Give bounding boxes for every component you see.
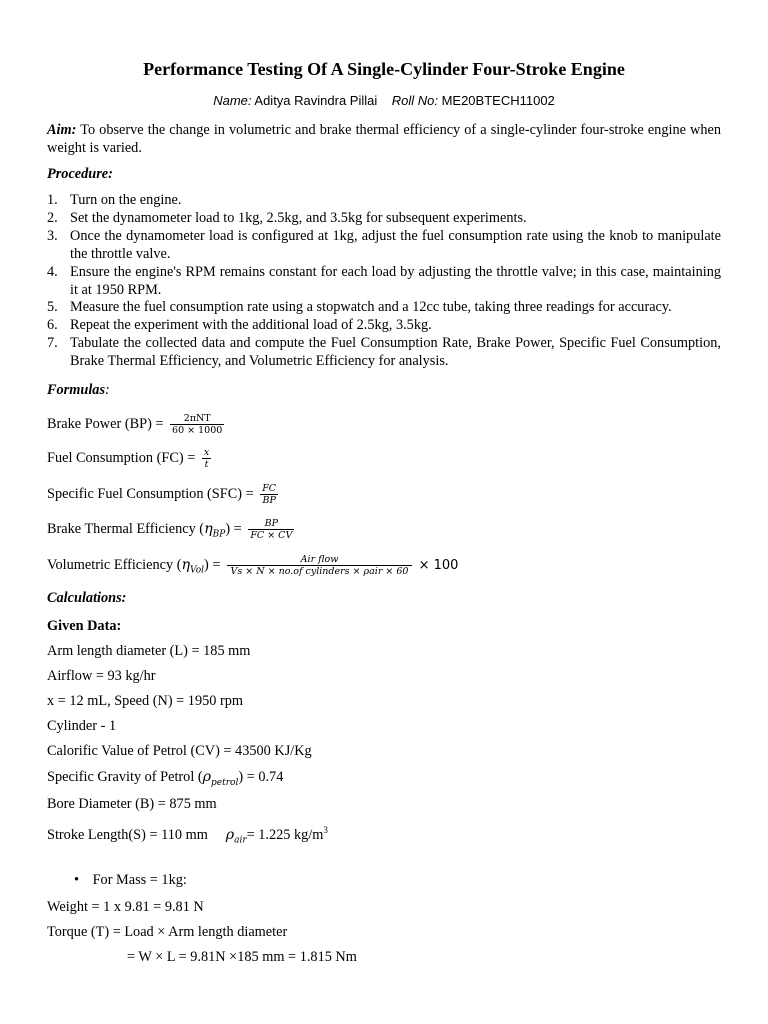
aim-text: To observe the change in volumetric and brake thermal efficiency of a single-cylinder four-stroke engine when weight is varied. xyxy=(47,122,721,156)
aim-label: Aim: xyxy=(47,122,77,138)
formulas-heading: Formulas: xyxy=(47,382,110,398)
procedure-step: 4. Ensure the engine's RPM remains constant for each load by adjusting the throttle valve; in this case, maintaining it at 1950 RPM. xyxy=(47,263,721,298)
author-name: Aditya Ravindra Pillai xyxy=(254,93,378,108)
given-stroke-length: Stroke Length(S) = 110 mm $\rho_{air}= 1.225$ $kg/m^3$ xyxy=(47,825,328,846)
mass-bullet: • For Mass = 1kg: xyxy=(74,872,187,888)
formula-brake-power: Brake Power (BP) = $\frac{\text{2πNT}}{60 \times 1000}$ xyxy=(47,413,223,436)
procedure-heading: Procedure: xyxy=(47,166,113,182)
torque-formula: Torque (T) = Load × Arm length diameter xyxy=(47,924,288,940)
given-cylinder: Cylinder - 1 xyxy=(47,718,117,734)
mass-label: For Mass = 1kg: xyxy=(92,872,187,888)
sfc-fraction: $\frac{FC}{BP}$ xyxy=(262,483,277,506)
roll-label: Roll No: xyxy=(391,93,438,108)
roll-number: ME20BTECH11002 xyxy=(441,93,555,108)
procedure-step: 6. Repeat the experiment with the additional load of 2.5kg, 3.5kg. xyxy=(47,317,432,334)
formula-sfc: Specific Fuel Consumption (SFC) = $\frac{FC}{BP}$ xyxy=(47,483,277,506)
bte-fraction: $\frac{BP}{FC \times CV}$ xyxy=(250,518,293,541)
name-label: Name: xyxy=(213,93,252,108)
ve-fraction: $\frac{\text{Air flow}}{\text{Vs × N × no.of cylinders × ρair × 60}}$ xyxy=(227,554,412,577)
procedure-list xyxy=(47,192,721,371)
given-specific-gravity: Specific Gravity of Petrol $(\rho_{petrol}) = 0.74$ xyxy=(47,769,284,788)
given-volume-speed: x = 12 mL, Speed (N) = 1950 rpm xyxy=(47,693,244,709)
calculations-heading: Calculations: xyxy=(47,590,127,606)
aim-paragraph xyxy=(47,121,721,157)
document-title: Performance Testing Of A Single-Cylinder Four-Stroke Engine xyxy=(143,59,625,79)
procedure-step: 3. Once the dynamometer load is configured at 1kg, adjust the fuel consumption rate using the knob to manipulate the throttle valve. xyxy=(47,227,721,262)
fc-fraction: $\frac{x}{t}$ xyxy=(203,447,210,470)
torque-calculation: = W × L = 9.81N ×185 mm = 1.815 Nm xyxy=(127,949,357,965)
formula-brake-thermal-efficiency: Brake Thermal Efficiency $(\eta_{BP})$ = $\frac{BP}{FC \times CV}$ xyxy=(47,518,293,541)
given-bore-diameter: Bore Diameter (B) = 875 mm xyxy=(47,796,217,812)
weight-calculation: Weight = 1 x 9.81 = 9.81 N xyxy=(47,899,204,915)
procedure-step: 5. Measure the fuel consumption rate using a stopwatch and a 12cc tube, taking three readings for accuracy. xyxy=(47,299,672,316)
bp-fraction: $\frac{\text{2πNT}}{60 \times 1000}$ xyxy=(172,413,223,436)
procedure-step: 7. Tabulate the collected data and compute the Fuel Consumption Rate, Brake Power, Specific Fuel Consumption, Brake Thermal Efficiency, and Volumetric Efficiency for analysis. xyxy=(47,335,721,370)
author-line xyxy=(0,93,768,108)
formula-fuel-consumption: Fuel Consumption (FC) = $\frac{x}{t}$ xyxy=(47,447,210,470)
procedure-step: 1. Turn on the engine. xyxy=(47,192,182,208)
procedure-step: 2. Set the dynamometer load to 1kg, 2.5kg, and 3.5kg for subsequent experiments. xyxy=(47,209,527,226)
given-calorific-value: Calorific Value of Petrol (CV) = 43500 KJ/Kg xyxy=(47,743,312,759)
given-data-heading: Given Data: xyxy=(47,618,122,634)
given-airflow: Airflow = 93 kg/hr xyxy=(47,668,156,684)
formula-volumetric-efficiency: Volumetric Efficiency $(\eta_{Vol})$ = $\frac{\text{Air flow}}{\text{Vs × N × no.of cylinders × ρair × 60}}$ × 100 xyxy=(47,554,459,577)
given-arm-length: Arm length diameter (L) = 185 mm xyxy=(47,643,251,659)
